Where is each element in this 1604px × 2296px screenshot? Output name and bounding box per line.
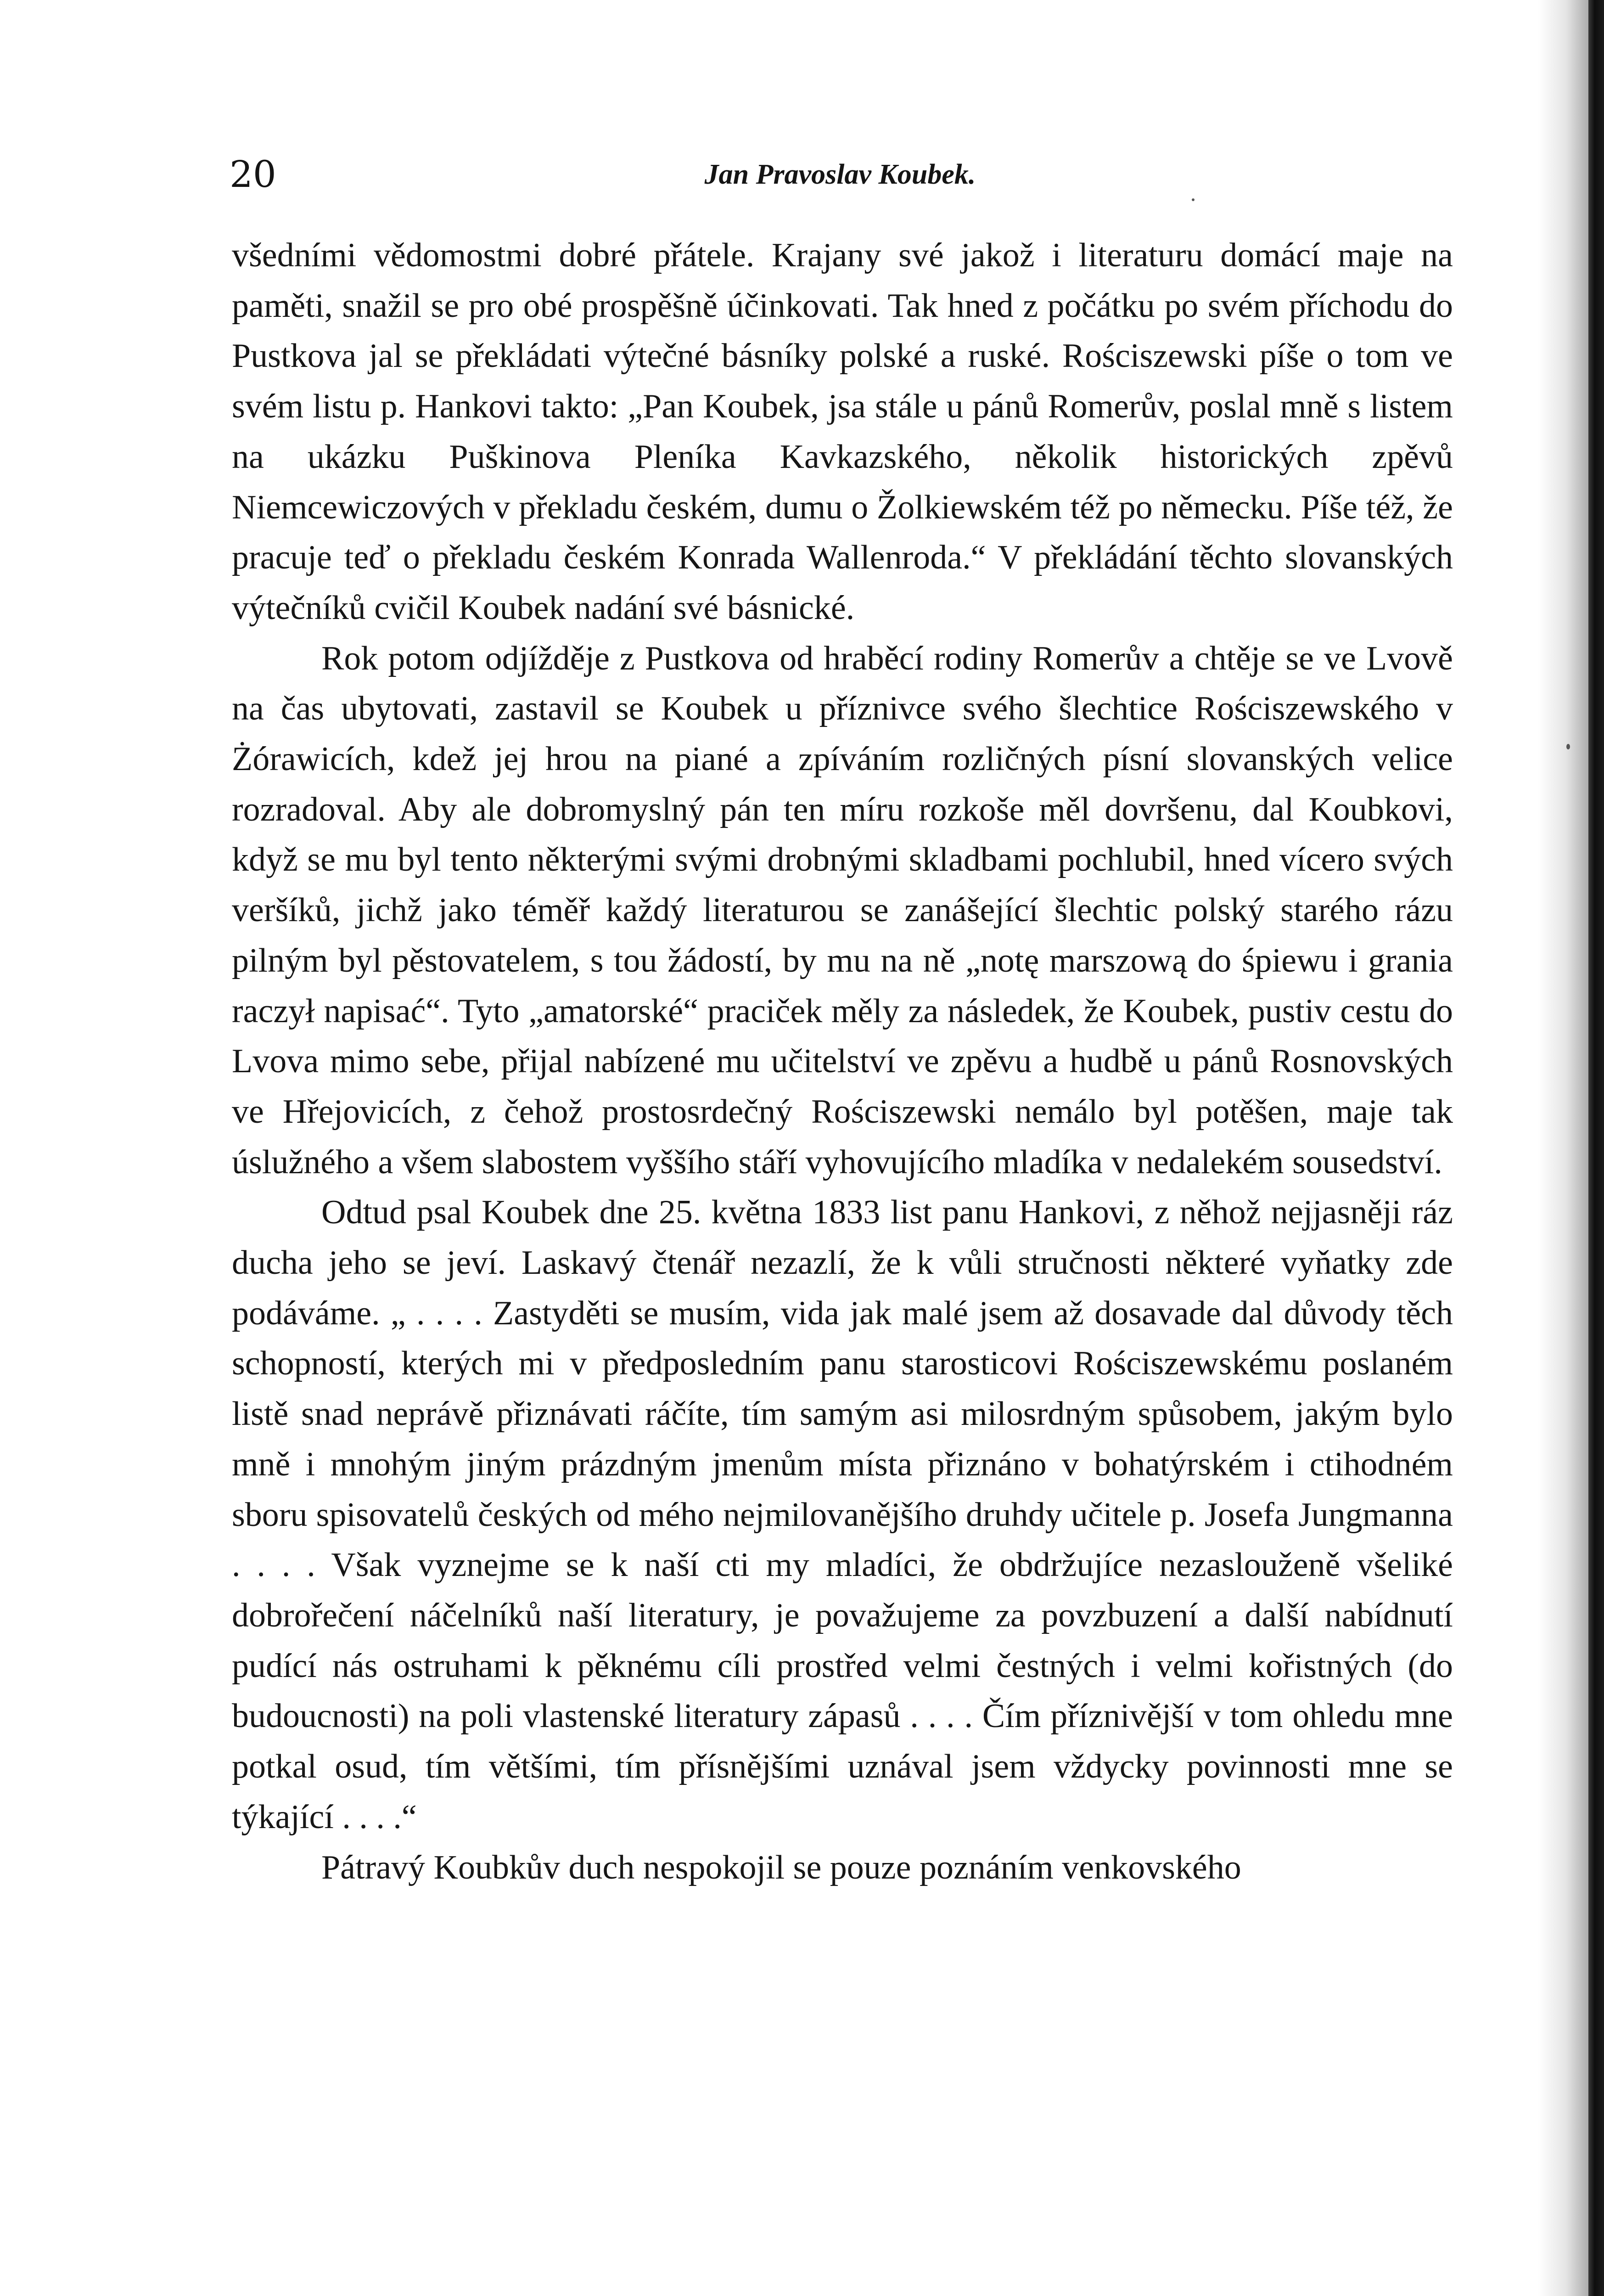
page-edge-shadow — [1538, 0, 1588, 2296]
paragraph: všedními vědomostmi dobré přátele. Krajany své jakož i literaturu domácí maje na paměti, snažil se pro obé prospěšně účinkovati. Tak hned z počátku po svém příchodu do Pustkova jal se překládati výtečné básníky polské a ruské. Rościszewski píše o tom ve svém listu p. Hankovi takto: „Pan Koubek, jsa stále u pánů Romerův, poslal mně s listem na ukázku Puškinova Pleníka Kavkazského, několik historických zpěvů Niemcewiczových v překladu českém, dumu o Žolkiewském též po německu. Píše též, že pracuje teď o překladu českém Konrada Wallenroda.“ V překládání těchto slovanských výtečníků cvičil Koubek nadání své básnické. — [232, 236, 1453, 627]
scan-speck — [1192, 198, 1195, 201]
page-number: 20 — [230, 153, 276, 196]
paragraph: Pátravý Koubkův duch nespokojil se pouze poznáním venkovského — [321, 1848, 1241, 1886]
paragraph: Odtud psal Koubek dne 25. května 1833 list panu Hankovi, z něhož nejjasněji ráz ducha jeho se jeví. Laskavý čtenář nezazlí, že k vůli stručnosti některé vyňatky zde podáváme. „ . . . . Zastyděti se musím, vida jak malé jsem až dosavade dal důvody těch schopností, kterých mi v předposledním panu starosticovi Rościszewskému poslaném listě snad neprávě přiznávati ráčíte, tím samým asi milosrdným spůsobem, jakým bylo mně i mnohým jiným prázdným jmenům místa přiznáno v bohatýrském i ctihodném sboru spisovatelů českých od mého nejmilovanějšího druhdy učitele p. Josefa Jungmanna . . . . Však vyznejme se k naší cti my mladíci, že obdržujíce nezaslouženě všeliké dobrořečení náčelníků naší literatury, je považujeme za povzbuzení a další nabídnutí pudící nás ostruhami k pěknému cíli prostřed velmi čestných i velmi kořistných (do budoucnosti) na poli vlastenské literatury zápasů . . . . Čím příznivější v tom ohledu mne potkal osud, tím většími, tím přísnějšími uznával jsem vždycky povinnosti mne se týkající . . . .“ — [232, 1193, 1453, 1836]
page-header — [230, 147, 1451, 202]
scan-speck — [1566, 744, 1570, 749]
running-title: Jan Pravoslav Koubek. — [704, 159, 976, 190]
paragraph: Rok potom odjížděje z Pustkova od hraběcí rodiny Romerův a chtěje se ve Lvově na čas ubytovati, zastavil se Koubek u příznivce svého šlechtice Rościszewského v Żórawicích, kdež jej hrou na piané a zpíváním rozličných písní slovanských velice rozradoval. Aby ale dobromyslný pán ten míru rozkoše měl dovršenu, dal Koubkovi, když se mu byl tento některými svými drobnými skladbami pochlubil, hned vícero svých veršíků, jichž jako téměř každý literaturou se zanášející šlechtic polský starého rázu pilným byl pěstovatelem, s tou žádostí, by mu na ně „notę marszową do śpiewu i grania raczył napisać“. Tyto „amatorské“ praciček měly za následek, že Koubek, pustiv cestu do Lvova mimo sebe, přijal nabízené mu učitelství ve zpěvu a hudbě u pánů Rosnovských ve Hřejovicích, z čehož prostosrdečný Rościszewski nemálo byl potěšen, maje tak úslužného a všem slabostem vyššího stáří vyhovujícího mladíka v nedalekém sousedství. — [232, 639, 1453, 1181]
scan-edge — [1588, 0, 1604, 2296]
body-text — [232, 231, 1453, 1893]
